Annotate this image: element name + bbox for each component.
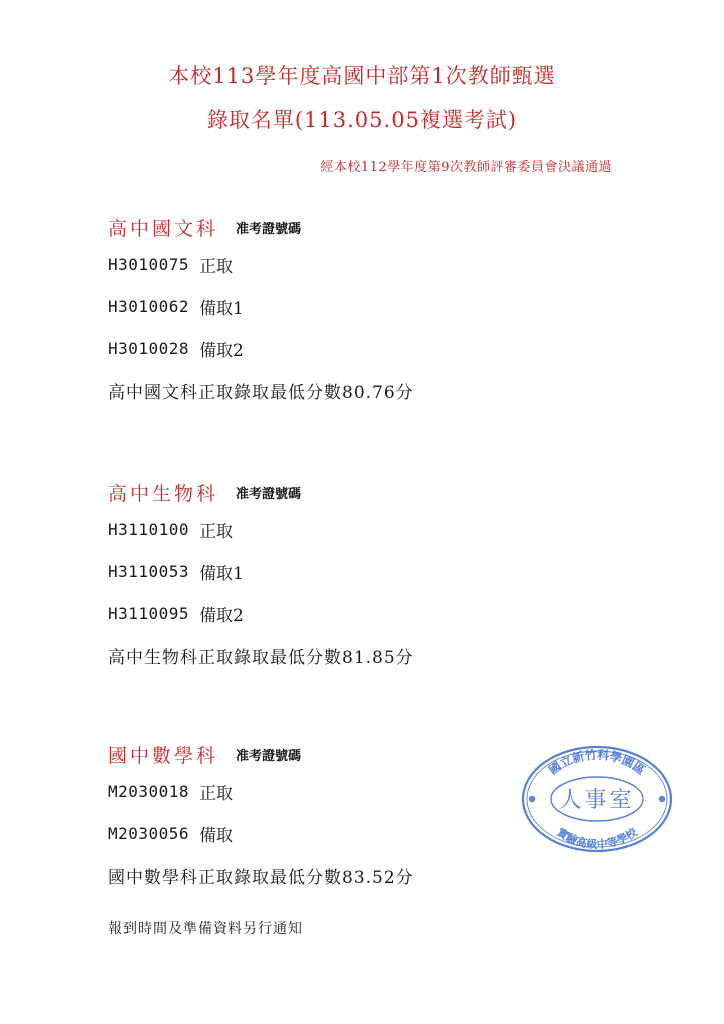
ticket-id: H3110053 bbox=[108, 561, 190, 581]
seal-center-text: 人事室 bbox=[559, 788, 635, 813]
section-header bbox=[108, 476, 628, 508]
min-score-line: 高中國文科正取錄取最低分數80.76分 bbox=[108, 382, 414, 403]
admission-status: 備取 bbox=[199, 825, 234, 846]
office-seal bbox=[520, 744, 674, 854]
section-biology bbox=[108, 476, 628, 676]
document-subtitle: 錄取名單(113.05.05複選考試) bbox=[206, 108, 518, 132]
approval-note: 經本校112學年度第9次教師評審委員會決議通過 bbox=[320, 160, 612, 175]
admission-status: 正取 bbox=[199, 521, 234, 542]
result-row bbox=[108, 592, 628, 634]
result-row bbox=[108, 285, 628, 327]
ticket-number-label: 准考證號碼 bbox=[236, 748, 302, 764]
result-row bbox=[108, 508, 628, 550]
section-chinese bbox=[108, 211, 628, 411]
ticket-id: H3010028 bbox=[108, 338, 190, 358]
result-row bbox=[108, 550, 628, 592]
ticket-id: H3110100 bbox=[108, 519, 190, 539]
ticket-number-label: 准考證號碼 bbox=[236, 221, 302, 237]
seal-bottom-text: 實驗高級中等學校 bbox=[554, 825, 640, 852]
admission-status: 備取2 bbox=[199, 340, 244, 361]
admission-status: 正取 bbox=[199, 783, 234, 804]
admission-status: 備取2 bbox=[199, 605, 244, 626]
ticket-id: M2030018 bbox=[108, 781, 190, 801]
subject-title: 高中國文科 bbox=[108, 217, 219, 240]
seal-top-text: 國立新竹科學園區 bbox=[546, 747, 648, 778]
subject-title: 高中生物科 bbox=[108, 482, 219, 505]
admission-status: 備取1 bbox=[199, 298, 244, 319]
result-row bbox=[108, 243, 628, 285]
admission-status: 正取 bbox=[199, 256, 234, 277]
footer-note: 報到時間及準備資料另行通知 bbox=[108, 921, 303, 937]
min-score-line: 高中生物科正取錄取最低分數81.85分 bbox=[108, 647, 414, 668]
ticket-id: M2030056 bbox=[108, 823, 190, 843]
document-title: 本校113學年度高國中部第1次教師甄選 bbox=[168, 64, 556, 88]
ticket-number-label: 准考證號碼 bbox=[236, 486, 302, 502]
admission-status: 備取1 bbox=[199, 563, 244, 584]
section-header bbox=[108, 211, 628, 243]
ticket-id: H3010062 bbox=[108, 296, 190, 316]
subject-title: 國中數學科 bbox=[108, 744, 219, 767]
min-score-line: 國中數學科正取錄取最低分數83.52分 bbox=[108, 867, 414, 888]
result-row bbox=[108, 327, 628, 369]
ticket-id: H3010075 bbox=[108, 254, 190, 274]
ticket-id: H3110095 bbox=[108, 603, 190, 623]
